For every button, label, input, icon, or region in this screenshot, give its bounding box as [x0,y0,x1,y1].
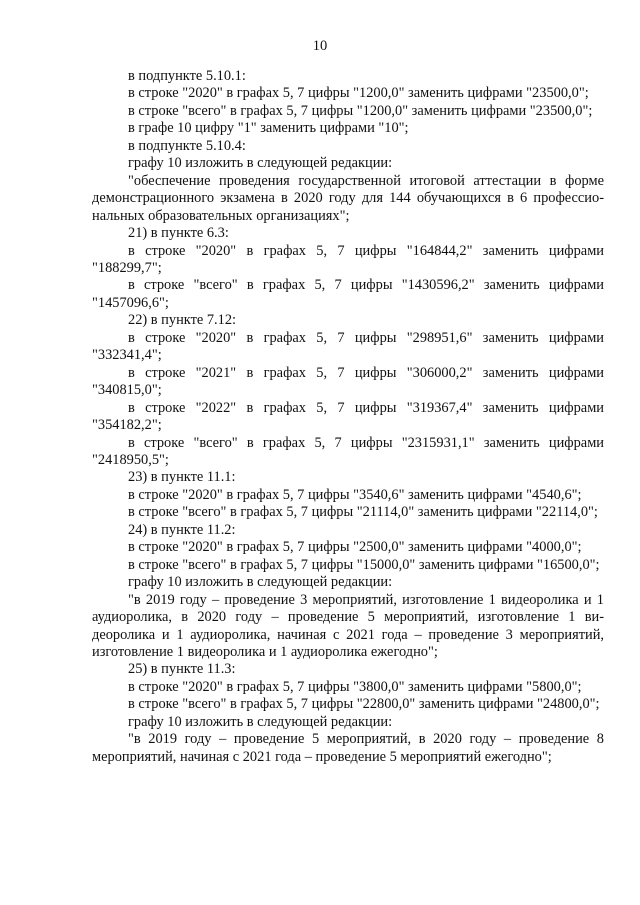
paragraph: "в 2019 году – проведение 3 мероприятий, изготовление 1 видеоролика и 1 аудиоролика, в 2020 году – проведение 5 мероприятий, изготовление 1 видеоролика и 1 аудиоролика, начиная с 2021 года – проведение 3 мероприятий, изготовление 1 видеоролика и 1 аудиоролика ежегодно"; [92,591,604,660]
paragraph: в подпункте 5.10.4: [128,137,246,154]
paragraph: в строке "2020" в графах 5, 7 цифры "3540,6" заменить цифрами "4540,6"; [128,486,582,503]
paragraph: в строке "2020" в графах 5, 7 цифры "3800,0" заменить цифрами "5800,0"; [128,678,582,695]
paragraph: 25) в пункте 11.3: [128,661,236,678]
paragraph: 22) в пункте 7.12: [128,312,237,329]
paragraph: 24) в пункте 11.2: [128,521,236,538]
paragraph: в строке "всего" в графах 5, 7 цифры "1430596,2" заменить цифрами "1457096,6"; [92,277,604,311]
document-body [92,68,604,766]
paragraph: в строке "всего" в графах 5, 7 цифры "21114,0" заменить цифрами "22114,0"; [128,504,598,521]
paragraph: 21) в пункте 6.3: [128,225,229,242]
paragraph: в строке "2020" в графах 5, 7 цифры "1200,0" заменить цифрами "23500,0"; [128,85,589,102]
paragraph: в строке "2020" в графах 5, 7 цифры "298951,6" заменить цифрами "332341,4"; [92,329,604,364]
paragraph: в строке "2022" в графах 5, 7 цифры "319367,4" заменить цифрами "354182,2"; [92,399,604,434]
paragraph: в подпункте 5.10.1: [128,68,246,84]
paragraph: в строке "2021" в графах 5, 7 цифры "306000,2" заменить цифрами "340815,0"; [92,364,604,399]
paragraph: графу 10 изложить в следующей редакции: [128,574,393,591]
paragraph: графу 10 изложить в следующей редакции: [128,155,393,172]
paragraph: "в 2019 году – проведение 5 мероприятий, в 2020 году – проведение 8 мероприятий, начиная с 2021 года – проведение 5 мероприятий ежегодно"; [92,731,604,765]
paragraph: "обеспечение проведения государственной итоговой аттестации в форме демонстрационного экзамена в 2020 году для 144 обучающихся в 6 профессиональных образовательных организациях"; [92,172,604,224]
paragraph: в строке "всего" в графах 5, 7 цифры "15000,0" заменить цифрами "16500,0"; [128,556,600,573]
paragraph: графу 10 изложить в следующей редакции: [128,713,393,730]
paragraph: в строке "2020" в графах 5, 7 цифры "2500,0" заменить цифрами "4000,0"; [128,539,582,556]
paragraph: 23) в пункте 11.1: [128,469,236,486]
paragraph: в строке "2020" в графах 5, 7 цифры "164844,2" заменить цифрами "188299,7"; [92,242,604,276]
paragraph: в строке "всего" в графах 5, 7 цифры "2315931,1" заменить цифрами "2418950,5"; [92,434,604,468]
paragraph: в строке "всего" в графах 5, 7 цифры "1200,0" заменить цифрами "23500,0"; [128,102,593,119]
paragraph: в графе 10 цифру "1" заменить цифрами "10"; [128,120,409,137]
paragraph: в строке "всего" в графах 5, 7 цифры "22800,0" заменить цифрами "24800,0"; [128,696,600,713]
page-number: 10 [312,38,328,54]
